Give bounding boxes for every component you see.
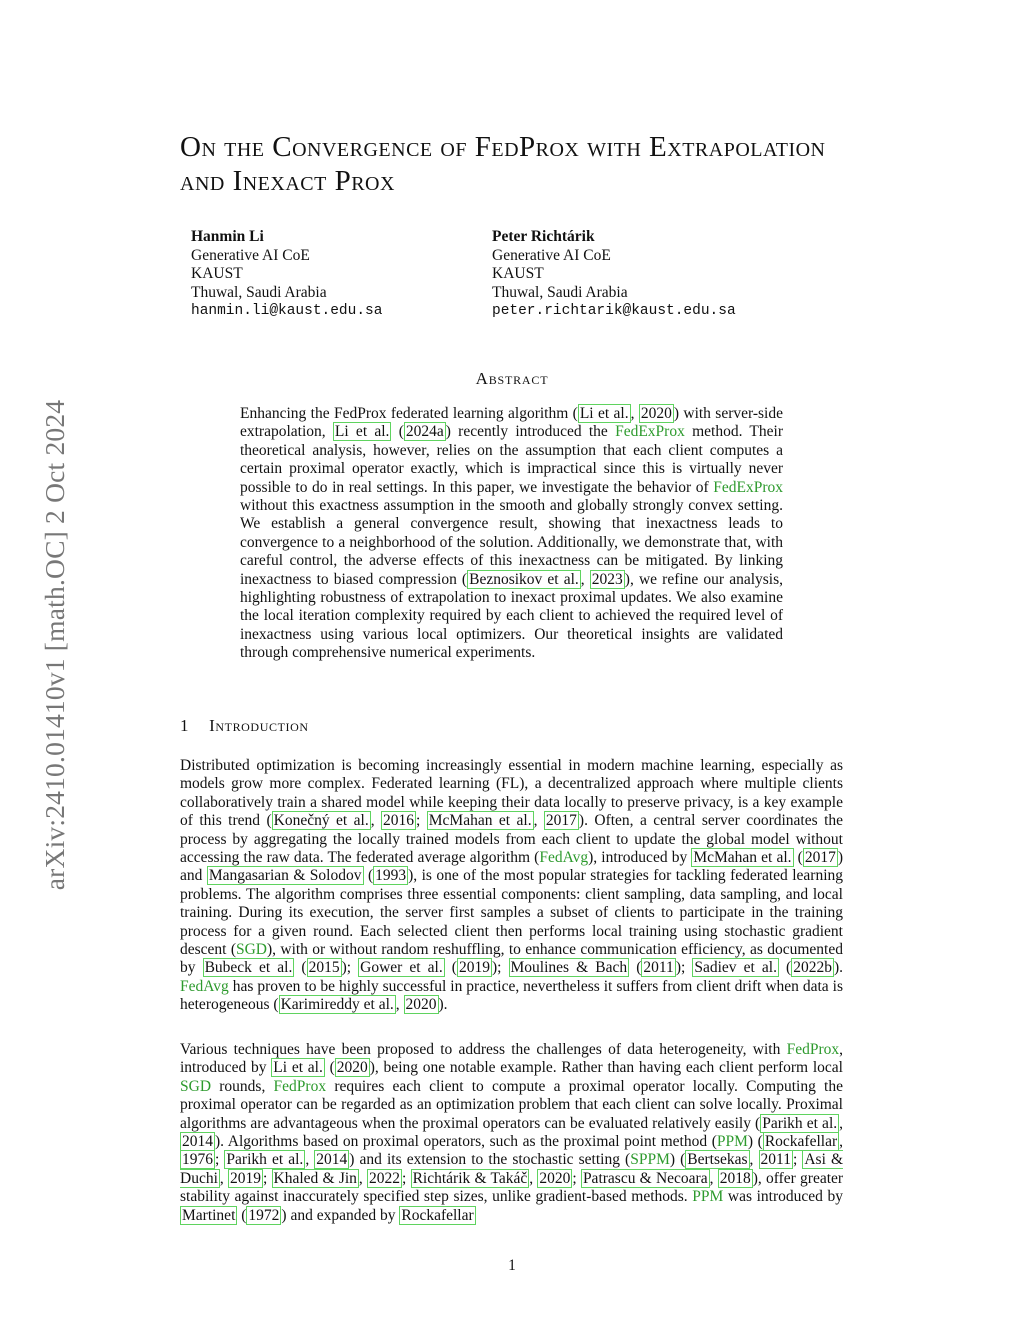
citation-link[interactable]: Sadiev et al. — [694, 959, 777, 977]
section-heading — [180, 716, 309, 736]
citation-link[interactable]: 1976 — [182, 1151, 213, 1169]
section-title: Introduction — [209, 716, 309, 735]
citation-link[interactable]: Moulines & Bach — [510, 959, 628, 977]
citation-link[interactable]: 2011 — [760, 1151, 791, 1169]
citation-link[interactable]: 1972 — [248, 1206, 280, 1224]
author-block-2 — [492, 228, 736, 321]
citation-link[interactable]: Li et al. — [579, 405, 629, 422]
author-block-1 — [191, 228, 382, 321]
citation-link[interactable]: 2017 — [545, 812, 577, 830]
paper-title: On the Convergence of FedProx with Extrapolation and Inexact Prox — [180, 131, 826, 197]
author-name: Peter Richtárik — [492, 228, 595, 245]
citation-link[interactable]: Patrascu & Necoara — [582, 1169, 708, 1187]
citation-link[interactable]: Karimireddy et al. — [280, 996, 394, 1014]
intro-paragraph-2: Various techniques have been proposed to address the challenges of data heterogeneity, with FedProx, introduced by Li et al. ( 2020 ), being one notable example. Rather than having each client perform local SGD rounds, FedProx requires each client to compute a proximal operator locally. Computing the proximal operator can be regarded as an optimization problem that each client can solve locally. Proximal algorithms are advantageous when the proximal operators can be evaluated relatively easily ( Parikh et al. , 2014 ). Algorithms based on proximal operators, such as the proximal point method (PPM) ( Rockafellar , 1976 ; Parikh et al. , 2014 ) and its extension to the stochastic setting (SPPM) ( Bertsekas , 2011 ; Asi & Duchi , 2019 ; Khaled & Jin , 2022 ; Richtárik & Takáč , 2020 ; Patrascu & Necoara , 2018 ), offer greater stability against inaccurately specified step sizes, unlike gradient-based methods. PPM was introduced by Martinet ( 1972 ) and expanded by Rockafellar — [180, 1041, 844, 1224]
acronym-link[interactable]: SGD — [180, 1077, 212, 1095]
citation-link[interactable]: Bertsekas — [687, 1151, 748, 1169]
citation-link[interactable]: Bubeck et al. — [204, 959, 293, 977]
citation-link[interactable]: McMahan et al. — [693, 849, 792, 867]
acronym-link[interactable]: FedAvg — [539, 849, 589, 867]
citation-link[interactable]: 2022b — [793, 959, 832, 977]
citation-link[interactable]: 2015 — [308, 959, 340, 977]
page-number: 1 — [508, 1257, 516, 1274]
author-affiliation: Generative AI CoE — [191, 246, 310, 264]
author-email[interactable]: hanmin.li@kaust.edu.sa — [191, 303, 383, 319]
citation-link[interactable]: Mangasarian & Solodov — [208, 867, 362, 885]
acronym-link[interactable]: FedExProx — [615, 423, 685, 441]
author-email[interactable]: peter.richtarik@kaust.edu.sa — [492, 303, 736, 319]
author-institution: KAUST — [492, 265, 544, 282]
author-institution: KAUST — [191, 265, 243, 282]
citation-link[interactable]: Rockafellar — [764, 1133, 838, 1151]
author-name: Hanmin Li — [191, 228, 264, 245]
citation-link[interactable]: McMahan et al. — [428, 812, 532, 830]
author-location: Thuwal, Saudi Arabia — [191, 283, 327, 301]
citation-link[interactable]: 2016 — [383, 812, 415, 830]
citation-link[interactable]: 1993 — [375, 867, 407, 885]
citation-link[interactable]: Beznosikov et al. — [469, 570, 579, 588]
acronym-link[interactable]: SGD — [235, 941, 267, 959]
acronym-link[interactable]: SPPM — [630, 1151, 670, 1169]
citation-link[interactable]: 2011 — [643, 959, 674, 977]
author-location: Thuwal, Saudi Arabia — [492, 283, 628, 301]
citation-link[interactable]: 2023 — [591, 570, 623, 588]
citation-link[interactable]: Khaled & Jin — [273, 1169, 357, 1187]
citation-link[interactable]: 2019 — [230, 1169, 261, 1187]
citation-link[interactable]: Martinet — [182, 1206, 236, 1224]
citation-link[interactable]: Asi & Duchi — [180, 1151, 844, 1187]
citation-link[interactable]: 2019 — [458, 959, 490, 977]
citation-link[interactable]: Rockafellar — [401, 1206, 474, 1224]
citation-link[interactable]: Gower et al. — [360, 959, 443, 977]
arxiv-stamp: arXiv:2410.01410v1 [math.OC] 2 Oct 2024 — [39, 399, 70, 891]
citation-link[interactable]: 2014 — [182, 1133, 213, 1151]
acronym-link[interactable]: FedProx — [786, 1041, 840, 1058]
abstract-text: Enhancing the FedProx federated learning algorithm ( Li et al. , 2020 ) with server-side extrapolation, Li et al. ( 2024a ) recently introduced the FedExProx method. Their theoretical analysis, however, relies on the assumption that each client computes a certain proximal operator exactly, which is impractical since this is virtually never possible to do in real settings. In this paper, we investigate the behavior of FedExProx without this exactness assumption in the smooth and globally strongly convex setting. We establish a general convergence result, showing that inexactness leads to convergence to a neighborhood of the solution. Additionally, we demonstrate that, with careful control, the adverse effects of this inexactness can be mitigated. By linking inexactness to biased compression ( Beznosikov et al. , 2023 ), we refine our analysis, highlighting robustness of extrapolation to inexact proximal updates. We also examine the local iteration complexity required by each client to achieved the required level of inexactness using various local optimizers. Our theoretical insights are validated through comprehensive numerical experiments. — [240, 405, 784, 662]
citation-link[interactable]: 2024a — [405, 423, 444, 441]
citation-link[interactable]: 2020 — [640, 405, 672, 422]
citation-link[interactable]: 2022 — [369, 1169, 401, 1187]
citation-link[interactable]: Konečný et al. — [273, 812, 369, 830]
citation-link[interactable]: 2020 — [336, 1059, 368, 1077]
citation-link[interactable]: Li et al. — [273, 1059, 323, 1077]
citation-link[interactable]: 2020 — [405, 996, 437, 1014]
intro-paragraph-1: Distributed optimization is becoming increasingly essential in modern machine learning, especially as models grow more complex. Federated learning (FL), a decentralized approach where multiple clients collaboratively train a shared model while keeping their data locally to preserve privacy, is a key example of this trend ( Konečný et al. , 2016 ; McMahan et al. , 2017 ). Often, a central server coordinates the process by aggregating the locally trained models from each client to update the global model without accessing the raw data. The federated average algorithm (FedAvg), introduced by McMahan et al. ( 2017 ) and Mangasarian & Solodov ( 1993 ), is one of the most popular strategies for tackling federated learning problems. The algorithm comprises three essential components: client sampling, data sampling, and local training. During its execution, the server first samples a subset of clients to participate in the training process for a given round. Each selected client then performs local training using stochastic gradient descent (SGD), with or without random reshuffling, to enhance communication efficiency, as documented by Bubeck et al. ( 2015 ); Gower et al. ( 2019 ); Moulines & Bach ( 2011 ); Sadiev et al. ( 2022b ). FedAvg has proven to be highly successful in practice, nevertheless it suffers from client drift when data is heterogeneous ( Karimireddy et al. , 2020 ). — [180, 757, 844, 1014]
author-affiliation: Generative AI CoE — [492, 246, 611, 264]
acronym-link[interactable]: FedAvg — [180, 977, 229, 995]
abstract-heading: Abstract — [475, 369, 549, 388]
citation-link[interactable]: Parikh et al. — [226, 1151, 304, 1169]
citation-link[interactable]: Li et al. — [334, 423, 390, 441]
acronym-link[interactable]: FedProx — [273, 1077, 327, 1095]
citation-link[interactable]: 2018 — [719, 1169, 751, 1187]
citation-link[interactable]: Parikh et al. — [762, 1114, 838, 1132]
citation-link[interactable]: Richtárik & Takáč — [412, 1169, 528, 1187]
acronym-link[interactable]: PPM — [692, 1188, 724, 1206]
acronym-link[interactable]: PPM — [716, 1133, 748, 1151]
acronym-link[interactable]: FedExProx — [713, 478, 783, 496]
section-number: 1 — [180, 716, 190, 735]
citation-link[interactable]: 2017 — [804, 849, 836, 867]
citation-link[interactable]: 2014 — [316, 1151, 348, 1169]
citation-link[interactable]: 2020 — [539, 1169, 571, 1187]
